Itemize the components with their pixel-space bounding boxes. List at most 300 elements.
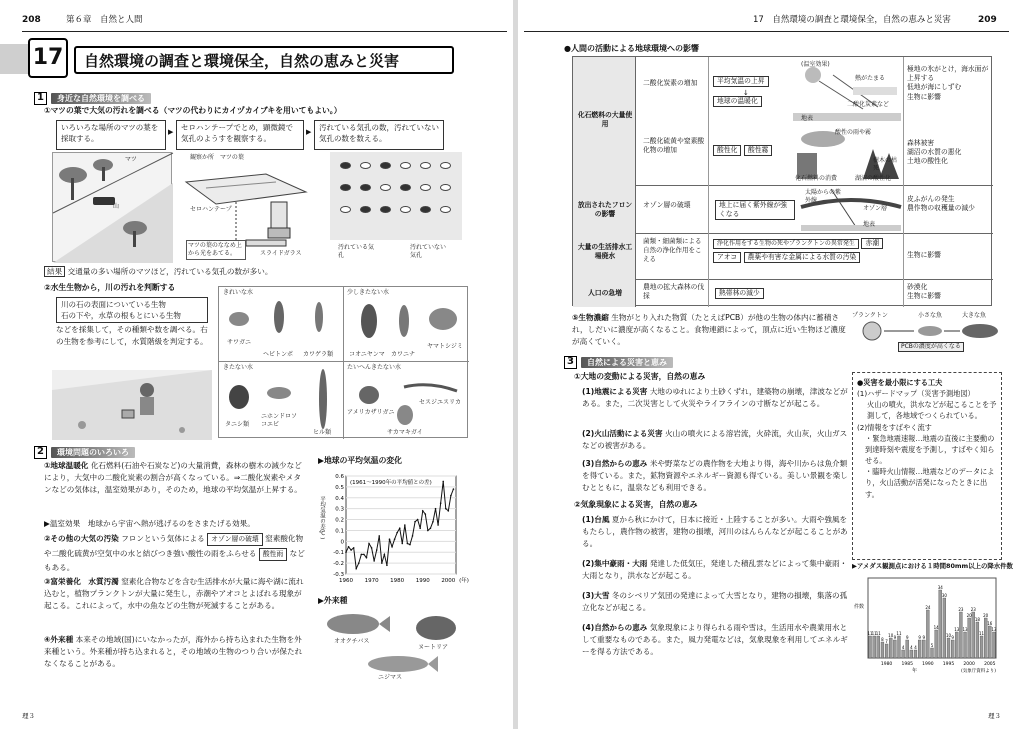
rain-bar — [935, 630, 938, 658]
rain-bar — [893, 640, 896, 658]
rain-bar-label: 10 — [888, 633, 894, 638]
temperature-point — [442, 481, 444, 483]
rain-bar — [877, 636, 880, 658]
weather-blessing-title: (4)自然からの恵み — [582, 623, 648, 632]
volcano-text: 火山の噴火による溶岩流，火砕流，火山灰，火山ガスなどの被害がある。 — [582, 429, 848, 451]
ground-label-2: 地表 — [863, 221, 876, 228]
lake-acid-label: 湖沼の酸性化 — [855, 175, 892, 182]
rain-bar-label: 8 — [881, 637, 884, 642]
temperature-point — [404, 524, 406, 526]
weather-blessing-text: 気象現象により得られる雨や雪は，生活用水や農業用水として重要なものである。また，風力発電などは，気象現象を利用してエネルギーを得る方法である。 — [582, 623, 848, 657]
sampling-text-1: 川の石の表面についている生物 — [61, 300, 166, 309]
air-pollution-text: フロンという気体による — [121, 534, 205, 543]
organism-sesujiyusurika: セスジユスリカ — [419, 399, 461, 406]
temperature-point — [419, 527, 421, 529]
dirty-stoma — [360, 184, 371, 191]
heavy-snow-paragraph — [582, 590, 850, 614]
temperature-chart — [316, 468, 469, 588]
rain-bar-label: 13 — [991, 627, 997, 632]
bioaccumulation-title: ⑤生物濃縮 — [572, 313, 609, 322]
x-tick-label: 1995 — [942, 662, 955, 667]
temperature-point — [350, 549, 352, 551]
typhoon-text: 夏から秋にかけて，日本に接近・上陸することが多い。大雨や強風をもたらし，農作物の被害，建物の損壊，河川のはんらんなどが起こることがある。 — [582, 515, 848, 549]
water-pollution-paragraph — [44, 576, 306, 612]
temperature-point — [381, 562, 383, 564]
dirty-stoma — [380, 162, 391, 169]
effect-item: 極地の氷がとけ，海水面が上昇する — [907, 65, 989, 83]
y-tick-label: -0.2 — [333, 561, 344, 568]
chart-legend: (1961〜1990年の平均値との差) — [350, 480, 432, 486]
land-expansion: 農地の拡大森林の伐採 — [643, 283, 705, 301]
info-title: (2)情報をすばやく流す — [857, 422, 932, 432]
volcano-info-text: ・臨時火山情報…地震などのデータにより，火山活動が活発になったときに出す。 — [865, 467, 995, 499]
result-text: 交通量の多い場所のマツほど，汚れている気孔の数が多い。 — [67, 267, 273, 276]
rain-bar-label: 16 — [987, 621, 993, 626]
red-tide-box: 赤潮 — [861, 238, 883, 249]
rain-bar — [955, 632, 958, 658]
temperature-point — [407, 543, 409, 545]
dirty-stoma — [400, 184, 411, 191]
aoko-box: アオコ — [713, 252, 741, 263]
cause-population: 人口の急増 — [588, 289, 622, 297]
cause-freon: 放出されたフロンの影響 — [577, 201, 633, 219]
effect-item: 生物に影響 — [907, 292, 941, 301]
typhoon-title: (1)台風 — [582, 515, 610, 524]
down-arrow-icon: ↓ — [743, 89, 749, 97]
heavy-snow-title: (3)大雪 — [582, 591, 610, 600]
section-title: 自然による災害と恵み — [581, 357, 673, 368]
greenhouse-illustration — [793, 63, 901, 123]
ozone-layer-label: オゾン層 — [863, 205, 888, 212]
temperature-point — [427, 530, 429, 532]
temperature-point — [376, 549, 378, 551]
plot-area — [346, 476, 456, 574]
water-chain — [713, 237, 903, 264]
temperature-point — [386, 564, 388, 566]
effect-item: 砂漠化 — [907, 283, 928, 291]
rain-bar — [918, 640, 921, 658]
col-divider — [903, 57, 904, 307]
fuel-consumption-label: 化石燃料の消費 — [795, 175, 838, 182]
heat-label: 熱がたまる — [855, 75, 886, 82]
very-dirty-water-label: たいへんきたない水 — [347, 364, 402, 371]
greenhouse-note: ▶温室効果 地球から宇宙へ熱が逃げるのをさまたげる効果。 — [44, 519, 255, 528]
rain-bar-label: 4 — [901, 645, 905, 650]
x-tick-label: 1990 — [415, 578, 430, 584]
y-axis-label: 平均気温の差(℃) — [319, 496, 325, 540]
rain-bar — [885, 644, 888, 658]
organism-americazarigani: アメリカザリガニ — [347, 409, 395, 416]
water-pollution-text: 窒素化合物などを含む生活排水が大量に海や湖に流れ込むと，植物プランクトンが大量に発生し，赤潮やアオコとよばれる現象が起こる。これによって，水中の魚などの生物が死滅することがある。 — [44, 577, 304, 611]
invasive-figure-title: ▶外来種 — [318, 596, 348, 605]
clean-stoma — [440, 184, 451, 191]
effect-item: 森林被害 — [907, 139, 935, 147]
page-footer: 理３ — [22, 712, 35, 720]
temperature-point — [453, 488, 455, 490]
fish-label-nutria: ヌートリア — [418, 644, 449, 651]
x-tick-label: 1980 — [390, 578, 405, 584]
bioaccumulation-text: 生物がとり入れた物質（たとえばPCB）が他の生物の体内に蓄積され，しだいに濃度が高くなること。食物連鎖によって，頂点に近い生物ほど濃度が高くていく。 — [572, 313, 846, 347]
temperature-point — [345, 551, 347, 553]
dirty-stoma — [340, 184, 351, 191]
effect-item: 生物に影響 — [907, 92, 941, 101]
rain-bar-label: 11 — [867, 631, 873, 636]
temperature-point — [422, 510, 424, 512]
temperature-point — [363, 554, 365, 556]
organism-kooniyanma: コオニヤンマ — [349, 351, 385, 358]
temperature-point — [430, 527, 432, 529]
header-rule — [22, 31, 507, 32]
rain-bar — [914, 650, 917, 658]
temperature-point — [448, 510, 450, 512]
rain-bar-label: 24 — [925, 605, 931, 610]
y-tick-label: 0.4 — [335, 495, 344, 502]
temperature-point — [425, 513, 427, 515]
x-tick-label: 1990 — [922, 662, 934, 667]
y-tick-label: -0.1 — [333, 550, 344, 557]
global-warming-box: 地球の温暖化 — [713, 96, 762, 107]
weather-blessing-paragraph — [582, 622, 850, 658]
uv-effects — [907, 195, 991, 213]
acid-rain-tail: などもある。 — [44, 548, 305, 572]
mountain-label: 山 — [113, 203, 120, 210]
acid-rain-text: 窒素酸化物や二酸化硫黄が空気中の水と結びつき強い酸性の雨をふらせる — [44, 534, 304, 558]
warming-text: 化石燃料(石油や石炭など)の大量消費，森林の樹木の減少などにより，大気中の二酸化炭素の割合が高くなっている。⇒二酸化炭素やメタンなどの気体は，温室効果があり，そのため，地球の平均気温が上昇する。 — [44, 461, 302, 495]
clean-stoma — [400, 162, 411, 169]
effect-item: 土地の酸性化 — [907, 157, 948, 166]
land-blessing-text: 米や野菜などの農作物を大地より得，海や川からは魚介類を得ている。また，鉱物資源やエネルギー資源も得ている。美しい景観を楽しむとともに，温泉なども利用できる。 — [582, 459, 848, 493]
x-tick-label: 2000 — [963, 662, 975, 667]
temperature-point — [389, 538, 391, 540]
rain-bar-label: 14 — [933, 625, 939, 630]
impact-table-title: ●人間の活動による地球環境への影響 — [564, 44, 699, 53]
dirty-stoma — [380, 206, 391, 213]
temperature-point — [358, 562, 360, 564]
acidification-box: 酸性化 — [713, 145, 741, 156]
typhoon-paragraph — [582, 514, 850, 550]
plankton-label: プランクトン — [852, 312, 888, 319]
section-number: 2 — [34, 446, 47, 459]
river-sampling-illustration — [52, 370, 212, 440]
organism-sakamakigai: サカマキガイ — [387, 429, 423, 436]
result-tag: 結果 — [44, 266, 65, 277]
rain-bar-label: 11 — [875, 631, 881, 636]
rain-bar — [959, 612, 962, 658]
rain-bar-label: 30 — [941, 593, 947, 598]
col-divider — [708, 57, 709, 307]
slide-label: スライドガラス — [260, 250, 302, 257]
rain-bar — [976, 622, 979, 658]
food-chain-figure — [852, 312, 1002, 354]
clean-stoma — [380, 184, 391, 191]
organism-kawagera: カワゲラ類 — [303, 351, 334, 358]
population-effects — [907, 283, 991, 301]
heavy-snow-text: 冬のシベリア気団の発達によって大雪となり，建物の損壊，集落の孤立化などが起こる。 — [582, 591, 848, 613]
rain-bar — [922, 640, 925, 658]
ozone-depletion: オゾン層の破壊 — [643, 201, 691, 209]
dirty-stoma — [420, 206, 431, 213]
bioaccumulation-paragraph — [572, 312, 848, 348]
x-axis-label: 年 — [912, 668, 918, 674]
air-pollution-paragraph — [44, 532, 306, 574]
temperature-point — [401, 543, 403, 545]
rain-bar-label: 34 — [937, 585, 943, 590]
clean-stoma — [440, 162, 451, 169]
rain-bar-label: 5 — [930, 643, 934, 648]
section-number: 3 — [564, 356, 577, 369]
land-blessing-paragraph — [582, 458, 850, 494]
section-title: 身近な自然環境を調べる — [51, 93, 151, 104]
sampling-box — [56, 297, 208, 323]
air-pollution-title: ②その他の大気の汚染 — [44, 534, 119, 543]
stomata-grid — [330, 152, 462, 240]
x-tick-label: 1980 — [880, 662, 893, 667]
x-tick-label: 2005 — [984, 662, 996, 667]
volcano-title: (2)火山活動による災害 — [582, 429, 663, 438]
light-note: マツの葉のななめ上から光をあてる。 — [186, 240, 246, 260]
temperature-point — [417, 519, 419, 521]
rain-bar-label: 20 — [966, 613, 972, 618]
rain-bar-label: 4 — [910, 645, 913, 650]
earthquake-text: 大地のゆれにより土砂くずれ，建築物の崩壊，津波などがある。また，二次災害として火災やライフラインの寸断などが起こる。 — [582, 387, 848, 409]
temperature-point — [414, 521, 416, 523]
cause-wastewater: 大量の生活排水工場廃水 — [577, 243, 633, 261]
y-tick-label: 0.1 — [335, 528, 344, 535]
pcb-concentration-label: PCBの濃度が高くなる — [898, 342, 964, 352]
uv-label: 太陽からの紫外線 — [805, 189, 842, 205]
temperature-point — [378, 535, 380, 537]
uv-box: 地上に届く紫外線が強くなる — [715, 200, 795, 220]
volcano-paragraph — [582, 428, 850, 452]
dirty-stoma — [360, 206, 371, 213]
organism-kawanina: カワニナ — [391, 351, 416, 358]
rain-bar-label: 11 — [896, 631, 902, 636]
temperature-point — [348, 546, 350, 548]
temperature-point — [445, 508, 447, 510]
temperature-point — [394, 538, 396, 540]
rain-bar — [869, 636, 872, 658]
lesson-title: 自然環境の調査と環境保全，自然の恵みと災害 — [74, 46, 454, 74]
small-fish-label: 小さな魚 — [918, 312, 943, 319]
temperature-rise-box: 平均気温の上昇 — [713, 76, 769, 87]
earthquake-paragraph — [582, 386, 850, 410]
rain-bar — [906, 640, 909, 658]
food-chain-drawing — [852, 320, 1002, 342]
section-number: 1 — [34, 92, 47, 105]
rain-bar — [968, 618, 971, 658]
temperature-point — [384, 554, 386, 556]
metal-pollution-box: 農薬や有害な金属による水質の汚染 — [744, 252, 861, 263]
purification-exceeded: 菌類・細菌類による自然の浄化作用をこえる — [643, 237, 702, 263]
chapter-title: 第６章 自然と人間 — [66, 15, 143, 25]
chart-source: (気象庁資料より) — [960, 669, 996, 674]
observation-label: 観察か所 マツの葉 — [190, 154, 244, 161]
acid-fog-box: 酸性霧 — [744, 145, 772, 156]
rain-bar-label: 9 — [918, 635, 921, 640]
lesson-badge: 17 — [28, 38, 68, 78]
rain-bar-label: 18 — [974, 617, 980, 622]
clean-stoma — [420, 162, 431, 169]
x-tick-label: 1960 — [339, 578, 353, 584]
disaster-mitigation-box — [852, 372, 1002, 560]
temperature-point — [409, 544, 411, 546]
clean-stoma — [340, 206, 351, 213]
rain-bar — [931, 648, 934, 658]
slightly-dirty-water-label: 少しきたない水 — [347, 289, 390, 296]
rain-bar-chart — [852, 574, 1002, 680]
rain-bar-label: 23 — [958, 607, 964, 612]
invasive-title: ④外来種 — [44, 635, 74, 644]
step-box-3: 汚れている気孔の数，汚れていない気孔の数を数える。 — [314, 120, 444, 150]
big-fish-label: 大きな魚 — [962, 312, 987, 319]
right-page — [518, 0, 1031, 729]
x-tick-label: 2000 — [441, 578, 456, 584]
temperature-point — [361, 554, 363, 556]
temperature-point — [399, 527, 401, 529]
acid-rain-keyword: 酸性雨 — [259, 548, 287, 561]
cause-fossil-fuel: 化石燃料の大量使用 — [577, 111, 633, 129]
heavy-rain-title: (2)集中豪雨・大雨 — [582, 559, 648, 568]
rain-bar — [889, 638, 892, 658]
co2-label: 二酸化炭素など — [847, 101, 890, 108]
fish-label-trout: ニジマス — [378, 674, 403, 681]
organism-hiru: ヒル類 — [313, 429, 332, 436]
section-3-heading — [564, 356, 673, 369]
organism-drawings — [219, 287, 469, 439]
microscope-illustration — [176, 152, 324, 262]
temperature-point — [373, 560, 375, 562]
rain-bar-label: 7 — [885, 639, 888, 644]
effect-item: 農作物の収穫量の減少 — [907, 204, 975, 213]
heavy-rain-paragraph — [582, 558, 850, 582]
global-warming-paragraph — [44, 460, 306, 496]
pine-road-illustration — [52, 152, 172, 262]
disaster-item-2-title: ②気象現象による災害，自然の恵み — [574, 500, 698, 509]
rain-bar — [881, 642, 884, 658]
running-header: 17 自然環境の調査と環境保全，自然の恵みと災害 — [753, 15, 951, 25]
warming-chain — [713, 75, 793, 108]
rain-bar-label: 10 — [945, 633, 952, 638]
item-1-title: ①マツの葉で大気の汚れを調べる（マツの代わりにカイヅカイブキを用いてもよい。） — [44, 106, 342, 115]
x-tick-label: 1985 — [901, 662, 913, 667]
rain-bar-label: 11 — [871, 631, 877, 636]
temperature-point — [440, 502, 442, 504]
organism-sawagani: サワガニ — [227, 339, 252, 346]
row-divider — [573, 233, 993, 234]
tree-dieback-label: 樹木の枯死 — [873, 157, 898, 173]
hazard-map-title: (1)ハザードマップ（災害予測地図） — [857, 389, 975, 399]
rain-bar — [964, 632, 967, 658]
rain-bar — [947, 638, 950, 658]
sampling-description: などを採集して，その種類や数を調べる。右の生物を参考にして，水質階級を判定する。 — [56, 325, 208, 347]
clean-stoma-label: 汚れていない気孔 — [410, 244, 447, 260]
rainforest-box: 熱帯林の減少 — [715, 288, 764, 299]
ground-label: 地表 — [801, 115, 814, 122]
temperature-point — [366, 557, 368, 559]
temperature-point — [391, 546, 393, 548]
temperature-point — [435, 508, 437, 510]
water-organisms-chart — [218, 286, 468, 438]
mitigation-title: ●災害を最小限にする工夫 — [857, 378, 943, 387]
temperature-point — [396, 532, 398, 534]
heavy-rain-text: 発達した低気圧，発達した積乱雲などによって集中豪雨・大雨となり，洪水などが起こる。 — [582, 559, 848, 581]
land-blessing-title: (3)自然からの恵み — [582, 459, 648, 468]
acid-chain — [713, 137, 793, 157]
sox-nox-increase: 二酸化硫黄や窒素酸化物の増加 — [643, 137, 705, 155]
section-1-heading — [34, 92, 151, 105]
step-box-2: セロハンテープでとめ，顕微鏡で気孔のようすを観察する。 — [176, 120, 304, 150]
acid-effects — [907, 139, 991, 167]
item-2-title: ②水生生物から，川の汚れを判断する — [44, 283, 176, 292]
earthquake-title: (1)地震による災害 — [582, 387, 648, 396]
warming-title: ①地球温暖化 — [44, 461, 89, 470]
effect-item: 生物に影響 — [907, 251, 941, 259]
temperature-point — [412, 535, 414, 537]
pine-label: マツ — [125, 156, 137, 163]
temperature-point — [437, 524, 439, 526]
page-number: 209 — [978, 15, 997, 25]
left-page — [0, 0, 513, 729]
arrow-icon: ▶ — [168, 128, 174, 136]
rain-bar-label: 9 — [951, 635, 954, 640]
plankton-box: 浄化作用をする生物の死やプランクトンの異常発生 — [713, 239, 859, 249]
hazard-map-text: 火山の噴火，洪水などが起こることを予測して，各地域でつくられている。 — [867, 400, 997, 421]
rain-bar — [926, 610, 929, 658]
impact-table — [572, 56, 992, 306]
col-divider — [635, 57, 636, 307]
rain-bar — [873, 636, 876, 658]
arrow-icon: ▶ — [306, 128, 312, 136]
dirty-stoma-label: 汚れている気孔 — [338, 244, 375, 260]
cause-column — [573, 57, 635, 307]
rain-bar — [980, 636, 983, 658]
greenhouse-label: (温室効果) — [801, 61, 830, 68]
y-tick-label: 0.2 — [335, 517, 344, 524]
temperature-point — [371, 547, 373, 549]
y-tick-label: 0 — [340, 539, 344, 546]
rain-bar-label: 9 — [893, 635, 897, 640]
clean-stoma — [420, 184, 431, 191]
organism-tanishi: タニシ類 — [225, 421, 250, 428]
rain-bar — [910, 650, 913, 658]
rain-bar-label: 23 — [970, 607, 976, 612]
y-tick-label: -0.3 — [333, 572, 344, 578]
clean-stoma — [440, 206, 451, 213]
temperature-chart-title: ▶地球の平均気温の変化 — [318, 456, 402, 465]
invasive-text: 本来その地域(国)にいなかったが，海外から持ち込まれた生物を外来種という。外来種が持ち込まれると，その地域の生物のつり合いが保たれなくなることがある。 — [44, 635, 303, 669]
organism-yamatoshijimi: ヤマトシジミ — [427, 343, 463, 350]
rain-bar — [951, 640, 954, 658]
step-box-1: いろいろな場所のマツの葉を採取する。 — [56, 120, 166, 150]
co2-increase: 二酸化炭素の増加 — [643, 79, 698, 87]
rain-bar-label: 13 — [962, 627, 968, 632]
water-pollution-title: ③富栄養化 水質汚濁 — [44, 577, 119, 586]
water-effects — [907, 251, 991, 260]
temperature-point — [355, 568, 357, 570]
river-drawing — [52, 370, 212, 440]
rain-bar-label: 4 — [914, 645, 917, 650]
temperature-point — [368, 543, 370, 545]
dirty-water-label: きたない水 — [223, 364, 254, 371]
section-2-heading — [34, 446, 135, 459]
dirty-stoma — [340, 162, 351, 169]
temperature-point — [353, 547, 355, 549]
warming-effects — [907, 65, 991, 102]
rain-chart-title: ▶アメダス観測点における１時間80mm以上の降水件数 — [852, 562, 1013, 570]
rain-bar — [992, 632, 995, 658]
rain-bar — [943, 598, 946, 658]
rain-bar — [902, 650, 905, 658]
